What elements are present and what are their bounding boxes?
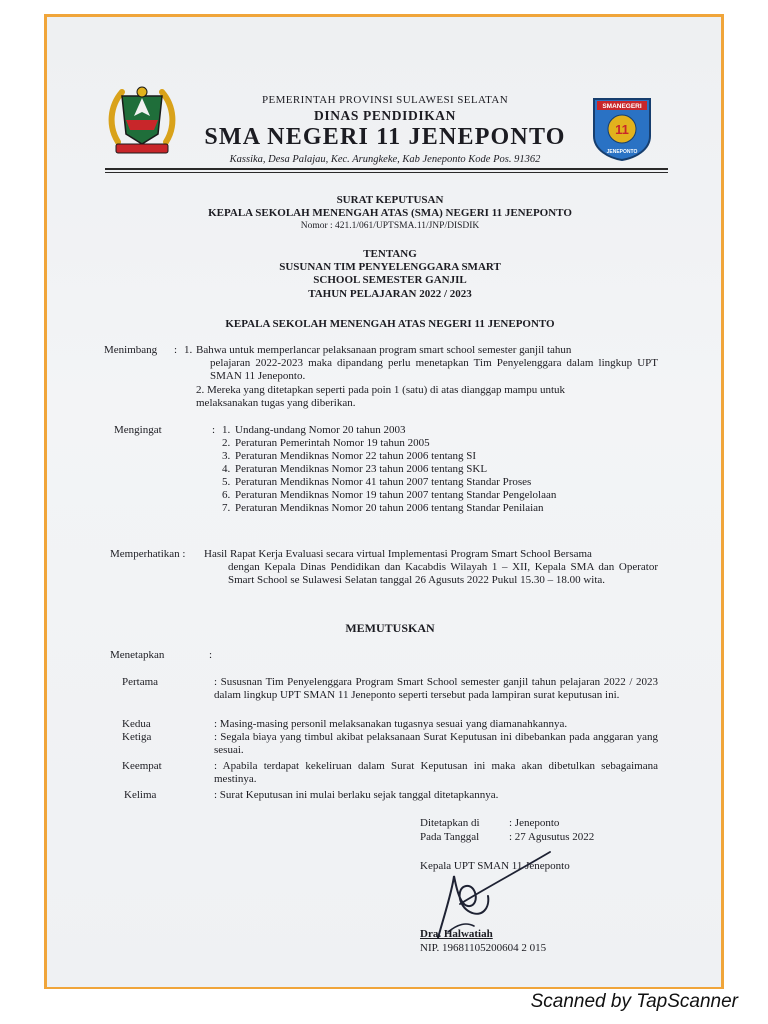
- mengingat-item: [222, 437, 658, 450]
- doc-head: KEPALA SEKOLAH MENENGAH ATAS NEGERI 11 JENEPONTO: [225, 318, 555, 330]
- sign-place-value: : Jeneponto: [509, 817, 560, 829]
- sign-place-label: Ditetapkan di: [420, 817, 480, 829]
- mengingat-colon: :: [212, 424, 216, 436]
- doc-subject-line-3: TAHUN PELAJARAN 2022 / 2023: [308, 288, 472, 300]
- keempat-label: Keempat: [122, 760, 162, 772]
- mengingat-item-text: Undang-undang Nomor 20 tahun 2003: [235, 424, 406, 436]
- mengingat-item-number: 3.: [222, 450, 231, 462]
- mengingat-item: [222, 502, 658, 515]
- doc-type: SURAT KEPUTUSAN: [336, 194, 444, 206]
- mengingat-item: [222, 424, 658, 437]
- doc-about: TENTANG: [363, 248, 417, 260]
- kelima-text: : Surat Keputusan ini mulai berlaku sejak tanggal ditetapkannya.: [214, 789, 499, 801]
- pertama-label: Pertama: [122, 676, 159, 688]
- province-emblem-icon: [104, 82, 180, 158]
- kelima-label: Kelima: [124, 789, 157, 801]
- mengingat-item-number: 4.: [222, 463, 231, 475]
- doc-issuer: KEPALA SEKOLAH MENENGAH ATAS (SMA) NEGERI 11 JENEPONTO: [208, 207, 572, 219]
- menimbang-label: Menimbang: [104, 344, 158, 356]
- sign-name: Dra. Halwatiah: [420, 928, 493, 940]
- mengingat-item: [222, 463, 658, 476]
- mengingat-item-number: 7.: [222, 502, 231, 514]
- menetapkan-colon: :: [209, 649, 213, 661]
- mengingat-item-number: 5.: [222, 476, 231, 488]
- school-logo-icon: [591, 96, 653, 162]
- mengingat-item-text: Peraturan Pemerintah Nomor 19 tahun 2005: [235, 437, 430, 449]
- menimbang-item-2-rest: melaksanakan tugas yang diberikan.: [196, 397, 356, 409]
- menimbang-colon: :: [174, 344, 178, 356]
- letterhead-province: PEMERINTAH PROVINSI SULAWESI SELATAN: [261, 94, 509, 106]
- sign-nip: NIP. 19681105200604 2 015: [420, 942, 547, 954]
- menimbang-item-1-number: 1.: [184, 344, 193, 356]
- doc-number: Nomor : 421.1/061/UPTSMA.11/JNP/DISDIK: [300, 221, 480, 231]
- mengingat-item-number: 1.: [222, 424, 231, 436]
- memperhatikan-first-line: Hasil Rapat Kerja Evaluasi secara virtual Implementasi Program Smart School Bersama: [204, 548, 592, 560]
- mengingat-item-number: 2.: [222, 437, 231, 449]
- mengingat-item-number: 6.: [222, 489, 231, 501]
- letterhead-rule-thin: [105, 172, 668, 173]
- memperhatikan-label: Memperhatikan :: [110, 548, 186, 560]
- menimbang-item-1-rest: pelajaran 2022-2023 maka dipandang perlu menetapkan Tim Penyelenggara dalam lingkup UPT SMAN 11 Jeneponto.: [210, 357, 658, 382]
- school-logo-top-text: SMANEGERI: [602, 103, 642, 110]
- letterhead-agency: DINAS PENDIDIKAN: [314, 108, 456, 123]
- memperhatikan-rest: dengan Kepala Dinas Pendidikan dan Kacabdis Wilayah 1 – XII, Kepala SMA dan Operator Smart School se Sulawesi Selatan tanggal 26 Agusuts 2022 Pukul 15.30 – 18.00 wita.: [228, 561, 658, 586]
- sign-date-value: : 27 Agusutus 2022: [509, 831, 595, 843]
- mengingat-item: [222, 476, 658, 489]
- doc-subject-line-2: SCHOOL SEMESTER GANJIL: [313, 274, 467, 286]
- menetapkan-label: Menetapkan: [110, 649, 165, 661]
- decision-heading: MEMUTUSKAN: [345, 621, 435, 635]
- mengingat-item-text: Peraturan Mendiknas Nomor 41 tahun 2007 tentang Standar Proses: [235, 476, 532, 488]
- mengingat-item-text: Peraturan Mendiknas Nomor 23 tahun 2006 tentang SKL: [235, 463, 488, 475]
- pertama-text: : Sususnan Tim Penyelenggara Program Smart School semester ganjil tahun pelajaran 2022 / 2023 dalam lingkup UPT SMAN 11 Jeneponto seperti tersebut pada lampiran surat keputusan ini.: [214, 676, 658, 701]
- scanner-watermark: Scanned by TapScanner: [530, 991, 738, 1012]
- menimbang-item-2-first-line: 2. Mereka yang ditetapkan seperti pada poin 1 (satu) di atas dianggap mampu untuk: [196, 384, 566, 396]
- kedua-text: : Masing-masing personil melaksanakan tugasnya sesuai yang diamanahkannya.: [214, 718, 568, 730]
- school-logo-bottom-text: JENEPONTO: [606, 149, 638, 155]
- mengingat-item-text: Peraturan Mendiknas Nomor 22 tahun 2006 tentang SI: [235, 450, 477, 462]
- letterhead-school: SMA NEGERI 11 JENEPONTO: [204, 124, 566, 150]
- letterhead-rule-thick: [105, 168, 668, 170]
- sign-title: Kepala UPT SMAN 11 Jeneponto: [420, 860, 570, 872]
- school-logo-number: 11: [615, 122, 629, 137]
- mengingat-item-text: Peraturan Mendiknas Nomor 20 tahun 2006 tentang Standar Penilaian: [235, 502, 544, 514]
- mengingat-label: Mengingat: [114, 424, 162, 436]
- mengingat-list: [222, 424, 658, 515]
- mengingat-item: [222, 450, 658, 463]
- ketiga-label: Ketiga: [122, 731, 152, 743]
- kedua-label: Kedua: [122, 718, 151, 730]
- mengingat-item: [222, 489, 658, 502]
- menimbang-item-1-first-line: Bahwa untuk memperlancar pelaksanaan program smart school semester ganjil tahun: [196, 344, 572, 356]
- ketiga-text: : Segala biaya yang timbul akibat pelaksanaan Surat Keputusan ini dibebankan pada anggaran yang sesuai.: [214, 731, 658, 756]
- doc-subject-line-1: SUSUNAN TIM PENYELENGGARA SMART: [279, 261, 501, 273]
- keempat-text: : Apabila terdapat kekeliruan dalam Surat Keputusan ini maka akan dibetulkan sebagaimana mestinya.: [214, 760, 658, 785]
- mengingat-item-text: Peraturan Mendiknas Nomor 19 tahun 2007 tentang Standar Pengelolaan: [235, 489, 557, 501]
- sign-date-label: Pada Tanggal: [420, 831, 480, 843]
- letterhead-address: Kassika, Desa Palajau, Kec. Arungkeke, Kab Jeneponto Kode Pos. 91362: [229, 154, 541, 165]
